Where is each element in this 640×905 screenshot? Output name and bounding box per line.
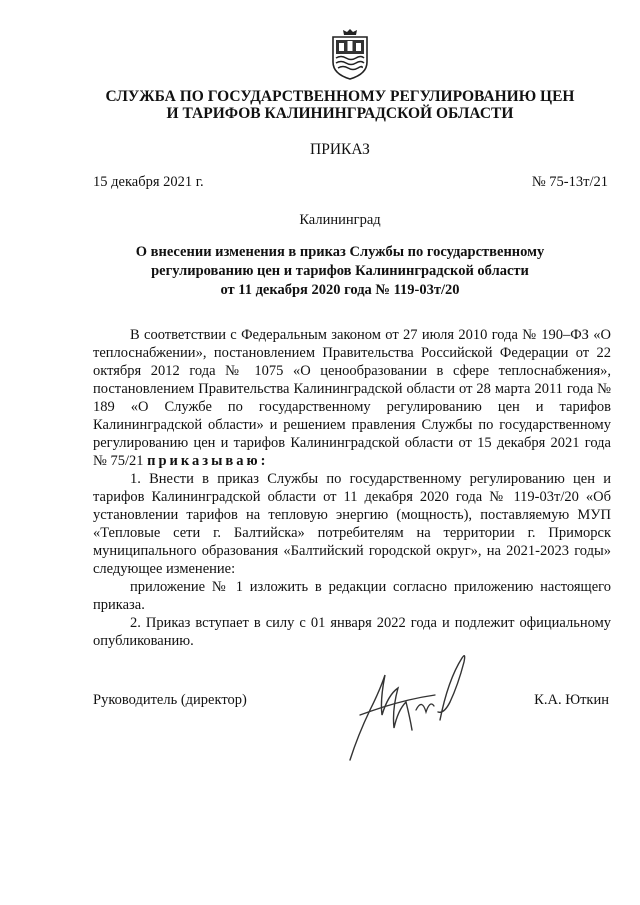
organization-name-line1: СЛУЖБА ПО ГОСУДАРСТВЕННОМУ РЕГУЛИРОВАНИЮ ЦЕН bbox=[105, 88, 575, 105]
subject-line3: от 11 декабря 2020 года № 119-03т/20 bbox=[220, 282, 460, 298]
document-body bbox=[93, 326, 611, 650]
order-word: приказываю: bbox=[147, 453, 269, 469]
preamble-paragraph bbox=[93, 326, 611, 470]
signatory-title: Руководитель (директор) bbox=[93, 692, 247, 708]
document-subject bbox=[20, 243, 640, 300]
document-date: 15 декабря 2021 г. bbox=[93, 174, 204, 190]
subject-line2: регулированию цен и тарифов Калининградской области bbox=[151, 263, 529, 279]
item-2-paragraph: 2. Приказ вступает в силу с 01 января 2022 года и подлежит официальному опубликованию. bbox=[93, 615, 611, 649]
item-1-paragraph: 1. Внести в приказ Службы по государственному регулированию цен и тарифов Калининградской области от 11 декабря 2020 года № 119-03т/20 «Об установлении тарифов на тепловую энергию (мощность), поставляемую МУП «Тепловые сети г. Балтийска» потребителям на территории г. Приморск муниципального образования «Балтийский городской округ», на 2021-2023 годы» следующее изменение: bbox=[93, 471, 611, 577]
organization-name-line2: И ТАРИФОВ КАЛИНИНГРАДСКОЙ ОБЛАСТИ bbox=[166, 105, 514, 122]
document-city: Калининград bbox=[299, 212, 381, 228]
subject-line1: О внесении изменения в приказ Службы по государственному bbox=[135, 244, 545, 260]
document-number: № 75-13т/21 bbox=[531, 174, 608, 190]
kaliningrad-coat-of-arms-icon bbox=[329, 28, 371, 80]
document-type: ПРИКАЗ bbox=[310, 141, 370, 158]
signatory-name: К.А. Юткин bbox=[534, 692, 609, 708]
item-1-sub-paragraph: приложение № 1 изложить в редакции согласно приложению настоящего приказа. bbox=[93, 579, 611, 613]
handwritten-signature bbox=[340, 640, 480, 770]
preamble-text: В соответствии с Федеральным законом от 27 июля 2010 года № 190–ФЗ «О теплоснабжении», постановлением Правительства Российской Федерации от 22 октября 2012 года № 1075 «О ценообразовании в сфере теплоснабжения», постановлением Правительства Калининградской области от 28 марта 2011 года № 189 «О Службе по государственному регулированию цен и тарифов Калининградской области» и решением правления Службы по государственному регулированию цен и тарифов Калининградской области от 15 декабря 2021 года № 75/21 bbox=[93, 327, 611, 469]
